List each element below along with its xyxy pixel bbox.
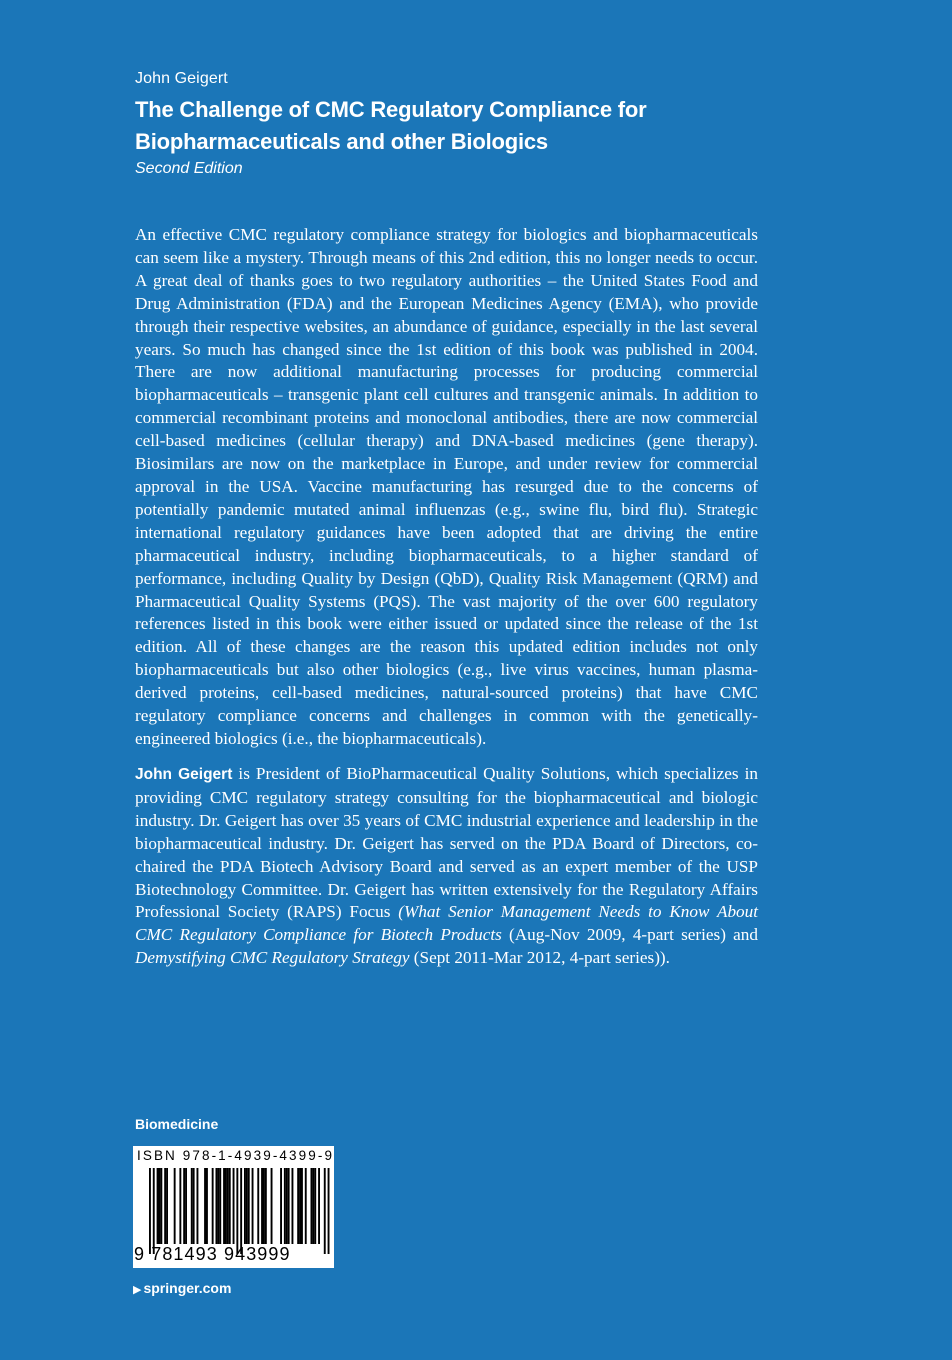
barcode-bar xyxy=(263,1168,265,1244)
book-title-line-2: Biopharmaceuticals and other Biologics xyxy=(135,129,548,154)
barcode-bar xyxy=(305,1168,307,1244)
author-bio-italic-1: (What Senior Management Needs to Know About CMC Regulatory Compliance for Biotech Products xyxy=(135,902,758,945)
barcode-bar xyxy=(284,1168,286,1244)
barcode-bar xyxy=(217,1168,219,1244)
barcode-bar xyxy=(159,1168,161,1244)
barcode-bar xyxy=(229,1168,231,1244)
barcode-bar xyxy=(193,1168,195,1244)
barcode-bar xyxy=(311,1168,313,1244)
barcode-bar xyxy=(191,1168,193,1244)
author-bio-italic-2: Demystifying CMC Regulatory Strategy xyxy=(135,948,410,968)
barcode-bar xyxy=(280,1168,282,1244)
barcode-bar xyxy=(166,1168,168,1244)
author-bio-text-1: is President of BioPharmaceutical Quality Solutions, which specializes in providing CMC regulatory strategy consulting for the biopharmaceutical and biologic industry. Dr. Geigert has over 35 years of CMC industrial experience and leadership in the biopharmaceutical industry. Dr. Geigert has served on the PDA Board of Directors, co-chaired the PDA Biotech Advisory Board and served as an expert member of the USP Biotechnology Committee. Dr. Geigert has written extensively for the Regulatory Affairs Professional Society (RAPS) Focus xyxy=(135,764,758,922)
barcode-bar xyxy=(292,1168,294,1244)
ean-digits: 9 781493 943999 xyxy=(134,1244,291,1264)
barcode-bar xyxy=(153,1168,155,1254)
barcode-bar xyxy=(179,1168,181,1244)
barcode-bar xyxy=(160,1168,162,1244)
barcode-bar xyxy=(252,1168,254,1244)
barcode-bar xyxy=(183,1168,185,1244)
barcode-bar xyxy=(233,1168,235,1244)
barcode-bar xyxy=(286,1168,288,1244)
barcode-bar xyxy=(174,1168,176,1244)
barcode-bar xyxy=(157,1168,159,1244)
edition-label: Second Edition xyxy=(135,160,243,177)
barcode-bar xyxy=(206,1168,208,1244)
barcode-bar xyxy=(312,1168,314,1244)
barcode-bar xyxy=(216,1168,218,1244)
barcode-bar xyxy=(197,1168,199,1244)
barcode-bar xyxy=(318,1168,320,1244)
barcode-bar xyxy=(246,1168,248,1244)
barcode-bar xyxy=(301,1168,303,1244)
book-title-line-1: The Challenge of CMC Regulatory Compliance for xyxy=(135,97,647,122)
isbn-label: ISBN 978-1-4939-4399-9 xyxy=(137,1148,335,1163)
author-bio-name: John Geigert xyxy=(135,766,233,783)
book-description: An effective CMC regulatory compliance strategy for biologics and biopharmaceuticals can seem like a mystery. Through means of this 2nd edition, this no longer needs to occur. A great deal of thanks goes to two regulatory authorities – the United States Food and Drug Administration (FDA) and the European Medicines Agency (EMA), who provide through their respective websites, an abundance of guidance, especially in the last several years. So much has changed since the 1st edition of this book was published in 2004. There are now additional manufacturing processes for producing commercial biopharmaceuticals – transgenic plant cell cultures and transgenic animals. In addition to commercial recombinant proteins and monoclonal antibodies, there are now commercial cell-based medicines (cellular therapy) and DNA-based medicines (gene therapy). Biosimilars are now on the marketplace in Europe, and under review for commercial approval in the USA. Vaccine manufacturing has resurged due to the concerns of potentially pandemic mutated animal influenzas (e.g., swine flu, bird flu). Strategic international regulatory guidances have been adopted that are driving the entire pharmaceutical industry, including biopharmaceuticals, to a higher standard of performance, including Quality by Design (QbD), Quality Risk Management (QRM) and Pharmaceutical Quality Systems (PQS). The vast majority of the over 600 regulatory references listed in this book were either issued or updated since the release of the 1st edition. All of these changes are the reason this updated edition includes not only biopharmaceuticals but also other biologics (e.g., live virus vaccines, human plasma-derived proteins, cell-based medicines, natural-sourced proteins) that have CMC regulatory compliance concerns and challenges in common with the genetically-engineered biologics (i.e., the biopharmaceuticals). xyxy=(135,225,758,748)
barcode-bar xyxy=(324,1168,326,1254)
book-title xyxy=(135,94,835,158)
barcode-bar xyxy=(219,1168,221,1244)
barcode-bar xyxy=(265,1168,267,1244)
barcode-bar xyxy=(314,1168,316,1244)
author-bio-text-2: (Aug-Nov 2009, 4-part series) and xyxy=(501,925,758,945)
barcode-bar xyxy=(204,1168,206,1244)
publisher-website-link[interactable] xyxy=(133,1280,231,1296)
barcode-bar xyxy=(236,1168,238,1254)
barcode-block xyxy=(133,1146,334,1268)
barcode-bar xyxy=(225,1168,227,1244)
barcode-bar xyxy=(212,1168,214,1244)
arrow-right-icon: ▶ xyxy=(133,1284,142,1296)
barcode-bar xyxy=(261,1168,263,1244)
barcode-bar xyxy=(244,1168,246,1244)
website-label: springer.com xyxy=(143,1280,232,1296)
barcode-bar xyxy=(223,1168,225,1244)
barcode-bar xyxy=(240,1168,242,1254)
barcode-bar xyxy=(185,1168,187,1244)
barcode-bar xyxy=(227,1168,229,1244)
author-name: John Geigert xyxy=(135,70,228,87)
barcode-bar xyxy=(288,1168,290,1244)
barcode-bar xyxy=(164,1168,166,1244)
author-bio-text-3: (Sept 2011-Mar 2012, 4-part series)). xyxy=(409,948,670,968)
barcode-bar xyxy=(149,1168,151,1254)
barcode-bar xyxy=(297,1168,299,1244)
barcode-bar xyxy=(248,1168,250,1244)
author-bio xyxy=(135,763,758,970)
barcode-bar xyxy=(299,1168,301,1244)
subject-category: Biomedicine xyxy=(135,1116,219,1132)
barcode-bar xyxy=(328,1168,330,1254)
barcode-bar xyxy=(271,1168,273,1244)
barcode-bar xyxy=(257,1168,259,1244)
